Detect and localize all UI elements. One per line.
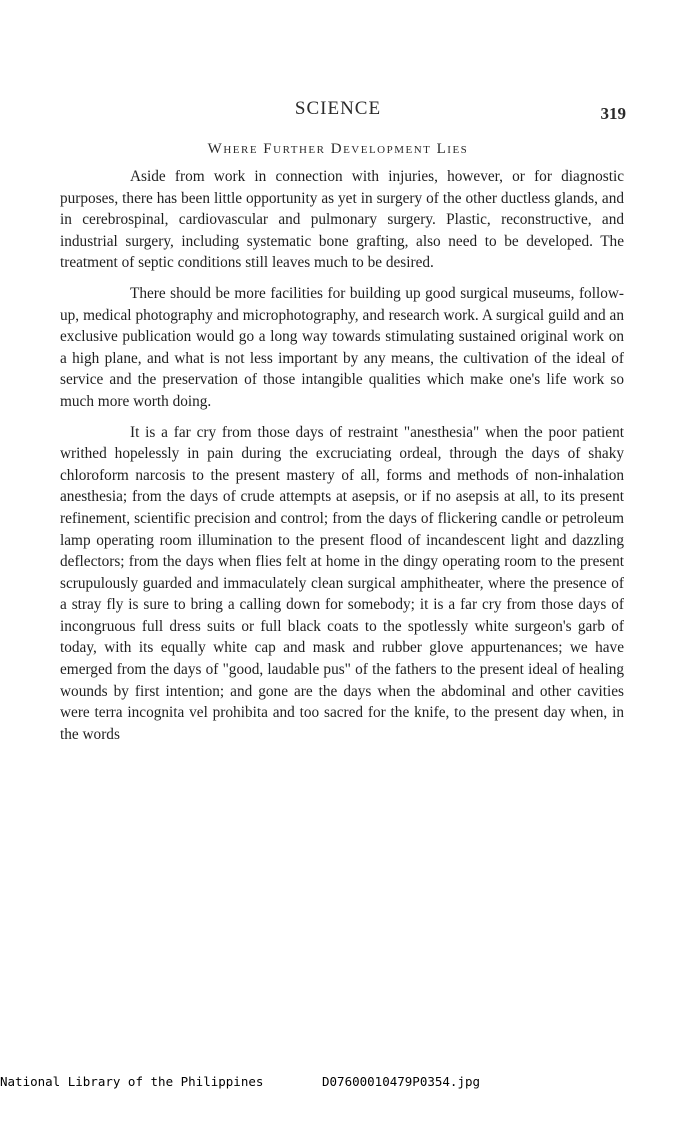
paragraph-3: It is a far cry from those days of restraint "anesthesia" when the poor patient writhed hopelessly in pain during the excruciating ordeal, through the days of shaky chloroform narcosis to the present mastery of all, forms and methods of non-inhalation anesthesia; from the days of crude attempts at asepsis, or if no asepsis at all, to its present refinement, scientific precision and control; from the days of flickering candle or petroleum lamp operating room illumination to the present flood of incandescent light and dazzling deflectors; from the days when flies felt at home in the dingy operating room to the present scrupulously guarded and immaculately clean surgical amphitheater, where the presence of a stray fly is sure to bring a calling down for somebody; it is a far cry from those days of incongruous full dress suits or full black coats to the spotlessly white surgeon's garb of today, with its equally white cap and mask and rubber glove appurtenances; we have emerged from the days of "good, laudable pus" of the fathers to the present ideal of healing wounds by first intention; and gone are the days when the abdominal and other cavities were terra incognita vel prohibita and too sacred for the knife, to the present day when, in the words	[60, 423, 624, 743]
article-body	[60, 166, 624, 745]
paragraph-1: Aside from work in connection with injuries, however, or for diagnostic purposes, there has been little opportunity as yet in surgery of the other ductless glands, and in cerebrospinal, cardiovascular and pulmonary surgery. Plastic, reconstructive, and industrial surgery, including systematic bone grafting, also need to be developed. The treatment of septic conditions still leaves much to be desired.	[60, 168, 624, 272]
paragraph-2: There should be more facilities for building up good surgical museums, follow-up, medical photography and microphotography, and research work. A surgical guild and an exclusive publication would go a long way towards stimulating sustained original work on a high plane, and what is not less important by any means, the cultivation of the ideal of service and the preservation of those intangible qualities which make one's life work so much more worth doing.	[60, 284, 624, 410]
page-number: 319	[600, 104, 626, 123]
running-head	[0, 98, 676, 122]
scan-footer	[0, 1074, 676, 1089]
journal-title: SCIENCE	[294, 98, 382, 119]
library-credit: National Library of the Philippines	[0, 1074, 264, 1089]
image-filename: D07600010479P0354.jpg	[322, 1074, 481, 1089]
section-heading: Where Further Development Lies	[207, 141, 469, 157]
